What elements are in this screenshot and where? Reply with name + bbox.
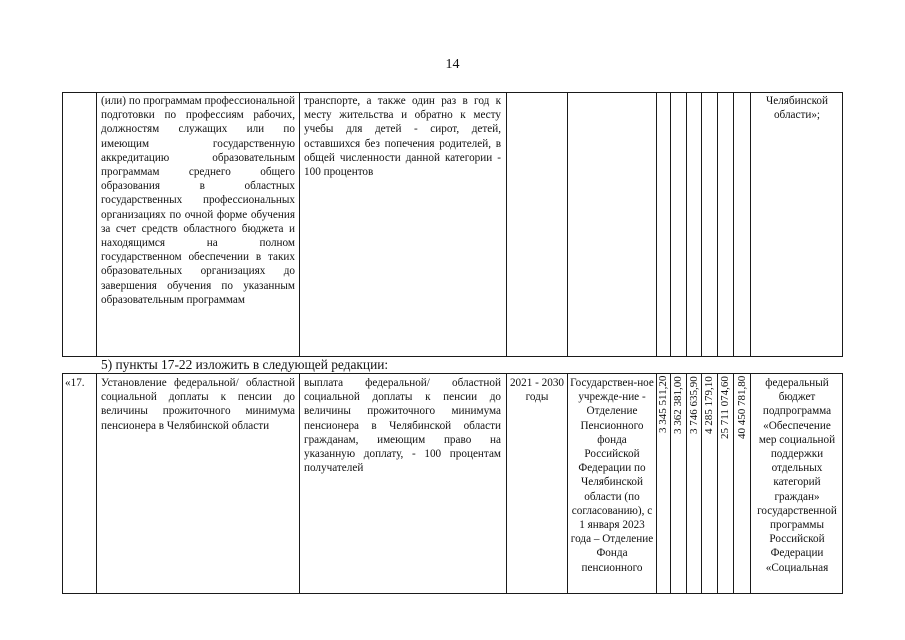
row-b-divider xyxy=(506,373,507,593)
amount-cell: 3 345 511,20 xyxy=(657,376,669,434)
amount-cell: 3 362 381,00 xyxy=(672,376,684,434)
row-b-top-border xyxy=(62,373,843,374)
row-a-divider xyxy=(656,92,657,356)
row-a-divider xyxy=(733,92,734,356)
row-a-divider xyxy=(567,92,568,356)
row-b-divider xyxy=(750,373,751,593)
row-a-source-cell: Челябинской области»; xyxy=(765,95,829,122)
row-a-divider xyxy=(750,92,751,356)
row-b-divider xyxy=(842,373,843,593)
row-a-indicator-cell: транспорте, а также один раз в год к месту жительства и обратно к месту учебы для детей - сирот, детей, оставшихся без попечения родителей, в общей численности данной категории - 100 процентов xyxy=(304,95,501,179)
row-b-source-cell: федеральный бюджет подпрограмма «Обеспечение мер социальной поддержки отдельных категорий граждан» государственной программы Российской Федерации «Социальная xyxy=(757,377,837,574)
row-a-divider xyxy=(686,92,687,356)
row-a-divider xyxy=(842,92,843,356)
row-b-divider xyxy=(96,373,97,593)
row-a-divider xyxy=(299,92,300,356)
row-a-divider xyxy=(670,92,671,356)
row-b-period-cell: 2021 - 2030 годы xyxy=(509,377,565,404)
row-b-divider xyxy=(701,373,702,593)
row-b-name-cell: Установление федеральной/ областной социальной доплаты к пенсии до величины прожиточного минимума пенсионера в Челябинской области xyxy=(101,377,295,432)
row-a-divider xyxy=(96,92,97,356)
row-a-divider xyxy=(62,92,63,356)
row-a-divider xyxy=(506,92,507,356)
row-b-number-cell: «17. xyxy=(65,377,85,389)
page-number: 14 xyxy=(445,57,460,72)
row-b-bottom-border xyxy=(62,593,843,594)
row-a-divider xyxy=(717,92,718,356)
row-b-indicator-cell: выплата федеральной/ областной социальной доплаты к пенсии до величины прожиточного минимума пенсионера в Челябинской области гражданам, имеющим право на указанную доплату, - 100 процентам получателей xyxy=(304,377,501,475)
amount-cell: 3 746 635,90 xyxy=(688,376,700,434)
row-b-divider xyxy=(62,373,63,593)
amount-cell: 25 711 074,60 xyxy=(719,376,731,439)
row-b-divider xyxy=(733,373,734,593)
section-heading: 5) пункты 17-22 изложить в следующей редакции: xyxy=(101,357,389,372)
row-b-divider xyxy=(299,373,300,593)
row-a-top-border xyxy=(62,92,843,93)
amount-cell: 4 285 179,10 xyxy=(703,376,715,434)
row-b-divider xyxy=(670,373,671,593)
row-b-divider xyxy=(567,373,568,593)
row-b-divider xyxy=(717,373,718,593)
amount-cell: 40 450 781,80 xyxy=(736,376,748,440)
row-b-divider xyxy=(686,373,687,593)
row-a-name-cell: (или) по программам профессиональной подготовки по профессиям рабочих, должностям служащих или по имеющим государственную аккредитацию образовательным программам среднего общего образования в областных государственных профессиональных организациях по очной форме обучения за счет средств областного бюджета и находящимся на полном государственном обеспечении в таких образовательных организациях до завершения обучения по указанным образовательным программам xyxy=(101,95,295,306)
row-b-executor-cell: Государствен-ное учрежде-ние - Отделение Пенсионного фонда Российской Федерации по Челябинской области (по согласованию), с 1 января 2023 года – Отделение Фонда пенсионного xyxy=(570,377,654,574)
row-a-divider xyxy=(701,92,702,356)
